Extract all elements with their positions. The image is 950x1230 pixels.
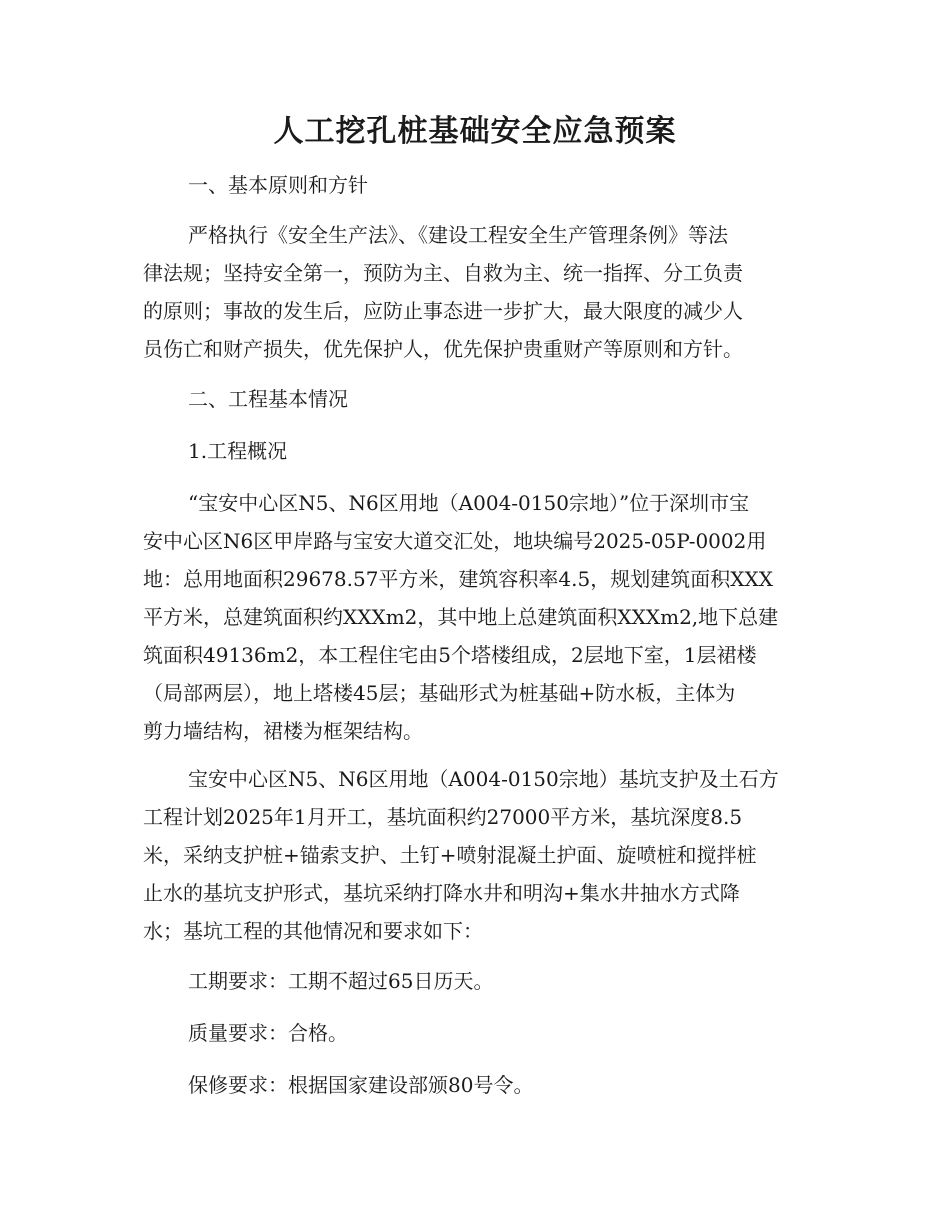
- paragraph-line: （局部两层），地上塔楼45层；基础形式为桩基础+防水板，主体为: [143, 681, 736, 705]
- paragraph-line: 员伤亡和财产损失，优先保护人，优先保护贵重财产等原则和方针。: [143, 337, 743, 361]
- paragraph-foundation-pit: [143, 760, 813, 950]
- document-title: 人工挖孔桩基础安全应急预案: [273, 114, 677, 149]
- paragraph-line: 米，采纳支护桩+锚索支护、土钉+喷射混凝土护面、旋喷桩和搅拌桩: [143, 843, 757, 867]
- paragraph-line: 的原则；事故的发生后，应防止事态进一步扩大，最大限度的减少人: [143, 299, 743, 323]
- paragraph-warranty-requirement: 保修要求：根据国家建设部颁80号令。: [188, 1073, 534, 1097]
- heading-project-overview: 1.工程概况: [188, 439, 288, 463]
- paragraph-line: 宝安中心区N5、N6区用地（A004-0150宗地）基坑支护及土石方: [188, 767, 779, 791]
- paragraph-line: 平方米，总建筑面积约XXXm2，其中地上总建筑面积XXXm2,地下总建: [143, 605, 779, 629]
- paragraph-line: 地：总用地面积29678.57平方米，建筑容积率4.5，规划建筑面积XXX: [143, 567, 773, 591]
- paragraph-schedule-requirement: 工期要求：工期不超过65日历天。: [188, 969, 494, 993]
- paragraph-project-overview: [143, 484, 813, 750]
- paragraph-line: 工程计划2025年1月开工，基坑面积约27000平方米，基坑深度8.5: [143, 805, 743, 829]
- heading-project-info: 二、工程基本情况: [188, 387, 348, 411]
- paragraph-line: 止水的基坑支护形式，基坑采纳打降水井和明沟+集水井抽水方式降: [143, 881, 740, 905]
- paragraph-line: 安中心区N6区甲岸路与宝安大道交汇处，地块编号2025-05P-0002用: [143, 529, 767, 553]
- paragraph-line: 水；基坑工程的其他情况和要求如下：: [143, 919, 483, 943]
- heading-basic-principles: 一、基本原则和方针: [188, 173, 368, 197]
- paragraph-line: 筑面积49136m2，本工程住宅由5个塔楼组成，2层地下室，1层裙楼: [143, 643, 757, 667]
- paragraph-principles: [143, 216, 813, 368]
- paragraph-line: 严格执行《安全生产法》、《建设工程安全生产管理条例》等法: [188, 223, 728, 247]
- paragraph-line: 律法规；坚持安全第一，预防为主、自救为主、统一指挥、分工负责: [143, 261, 743, 285]
- paragraph-line: 剪力墙结构，裙楼为框架结构。: [143, 719, 423, 743]
- paragraph-quality-requirement: 质量要求：合格。: [188, 1021, 348, 1045]
- paragraph-line: “宝安中心区N5、N6区用地（A004-0150宗地）”位于深圳市宝: [188, 491, 750, 515]
